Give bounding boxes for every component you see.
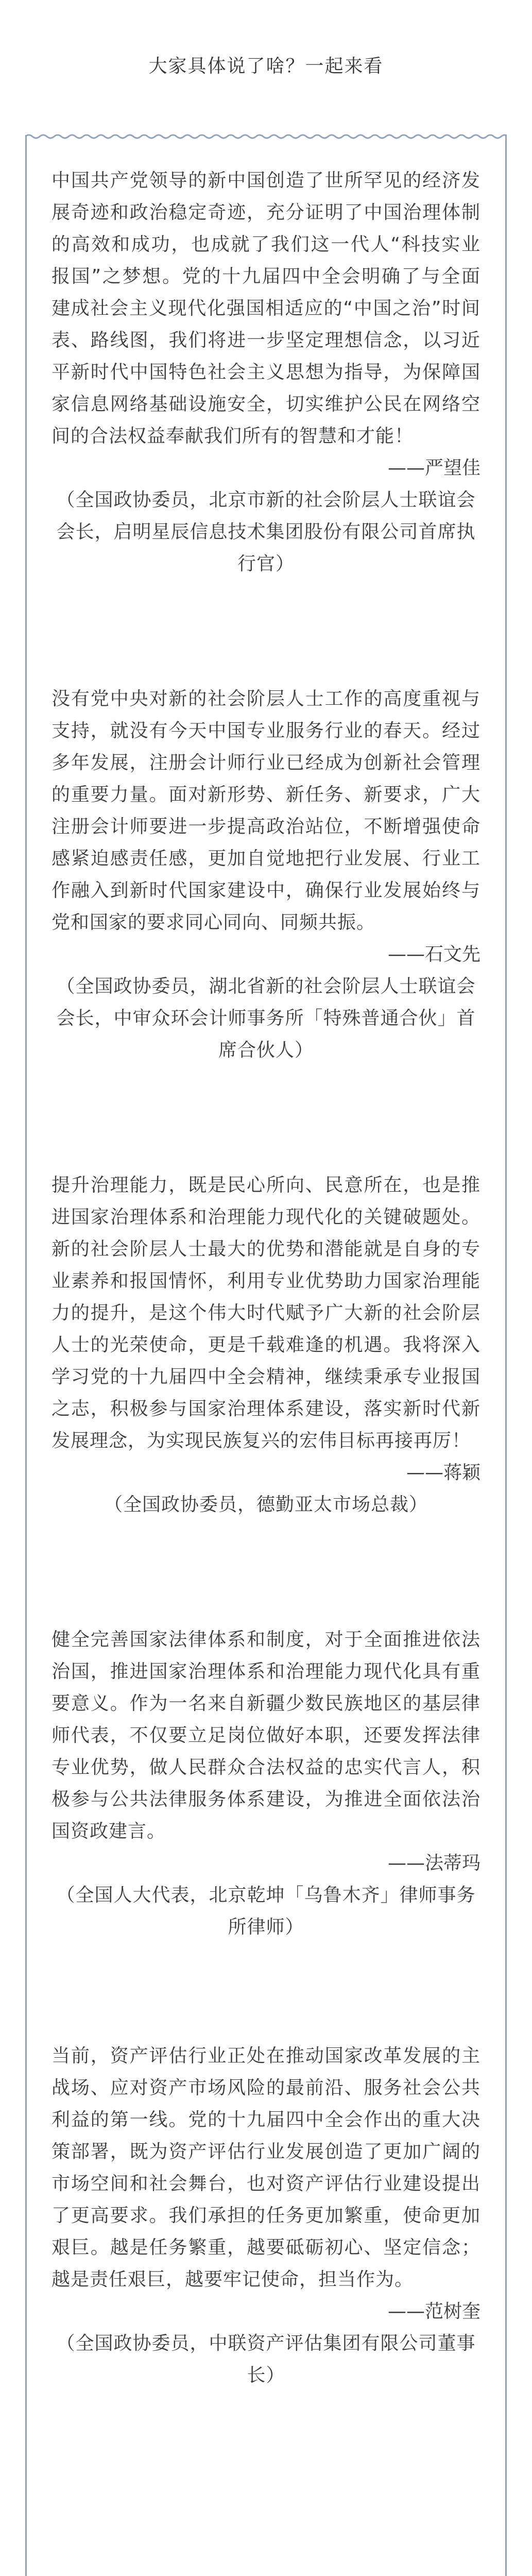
quote-signature: ——蒋颖 [406,1462,480,1483]
quote-signature: ——严望佳 [387,457,480,479]
quote-section-1 [52,165,480,580]
quote-section-3 [52,1170,480,1521]
quote-signature: ——范树奎 [387,2301,480,2322]
quote-signature: ——石文先 [387,944,480,965]
quote-body: 中国共产党领导的新中国创造了世所罕见的经济发展奇迹和政治稳定奇迹，充分证明了中国治理体制的高效和成功，也成就了我们这一代人“科技实业报国”之梦想。党的十九届四中全会明确了与全面建成社会主义现代化强国相适应的“中国之治”时间表、路线图，我们将进一步坚定理想信念，以习近平新时代中国特色社会主义思想为指导，为保障国家信息网络基础设施安全，切实维护公民在网络空间的合法权益奉献我们所有的智慧和才能！ [52,170,480,447]
quote-signature: ——法蒂玛 [387,1853,480,1874]
page-title: 大家具体说了啥？一起来看 [148,56,384,77]
quote-section-2 [52,683,480,1066]
quote-affiliation: （全国政协委员，中联资产评估集团有限公司董事长） [56,2333,476,2386]
quote-body: 健全完善国家法律体系和制度，对于全面推进依法治国，推进国家治理体系和治理能力现代化具有重要意义。作为一名来自新疆少数民族地区的基层律师代表，不仅要立足岗位做好本职，还要发挥法律专业优势，做人民群众合法权益的忠实代言人，积极参与公共法律服务体系建设，为推进全面依法治国资政建言。 [52,1629,480,1842]
quote-affiliation: （全国政协委员，德勤亚太市场总裁） [104,1494,428,1515]
quote-affiliation: （全国政协委员，北京市新的社会阶层人士联谊会会长，启明星辰信息技术集团股份有限公司首席执行官） [56,489,476,574]
quote-affiliation: （全国人大代表，北京乾坤「乌鲁木齐」律师事务所律师） [56,1885,476,1938]
quote-body: 没有党中央对新的社会阶层人士工作的高度重视与支持，就没有今天中国专业服务行业的春天。经过多年发展，注册会计师行业已经成为创新社会管理的重要力量。面对新形势、新任务、新要求，广大注册会计师要进一步提高政治站位，不断增强使命感紧迫感责任感，更加自觉地把行业发展、行业工作融入到新时代国家建设中，确保行业发展始终与党和国家的要求同心同向、同频共振。 [52,688,480,933]
quote-affiliation: （全国政协委员，湖北省新的社会阶层人士联谊会会长，中审众环会计师事务所「特殊普通合伙」首席合伙人） [56,976,476,1061]
article-content [52,165,480,2392]
quote-body: 提升治理能力，既是民心所向、民意所在，也是推进国家治理体系和治理能力现代化的关键破题处。新的社会阶层人士最大的优势和潜能就是自身的专业素养和报国情怀，利用专业优势助力国家治理能力的提升，是这个伟大时代赋予广大新的社会阶层人士的光荣使命，更是千载难逢的机遇。我将深入学习党的十九届四中全会精神，继续秉承专业报国之志，积极参与国家治理体系建设，落实新时代新发展理念，为实现民族复兴的宏伟目标再接再厉！ [52,1175,480,1451]
quote-section-4 [52,1624,480,1943]
quote-section-5 [52,2040,480,2392]
quote-body: 当前，资产评估行业正处在推动国家改革发展的主战场、应对资产市场风险的最前沿、服务社会公共利益的第一线。党的十九届四中全会作出的重大决策部署，既为资产评估行业发展创造了更加广阔的市场空间和社会舞台，也对资产评估行业建设提出了更高要求。我们承担的任务更加繁重，使命更加艰巨。越是任务繁重，越要砥砺初心、坚定信念；越是责任艰巨，越要牢记使命，担当作为。 [52,2045,480,2290]
